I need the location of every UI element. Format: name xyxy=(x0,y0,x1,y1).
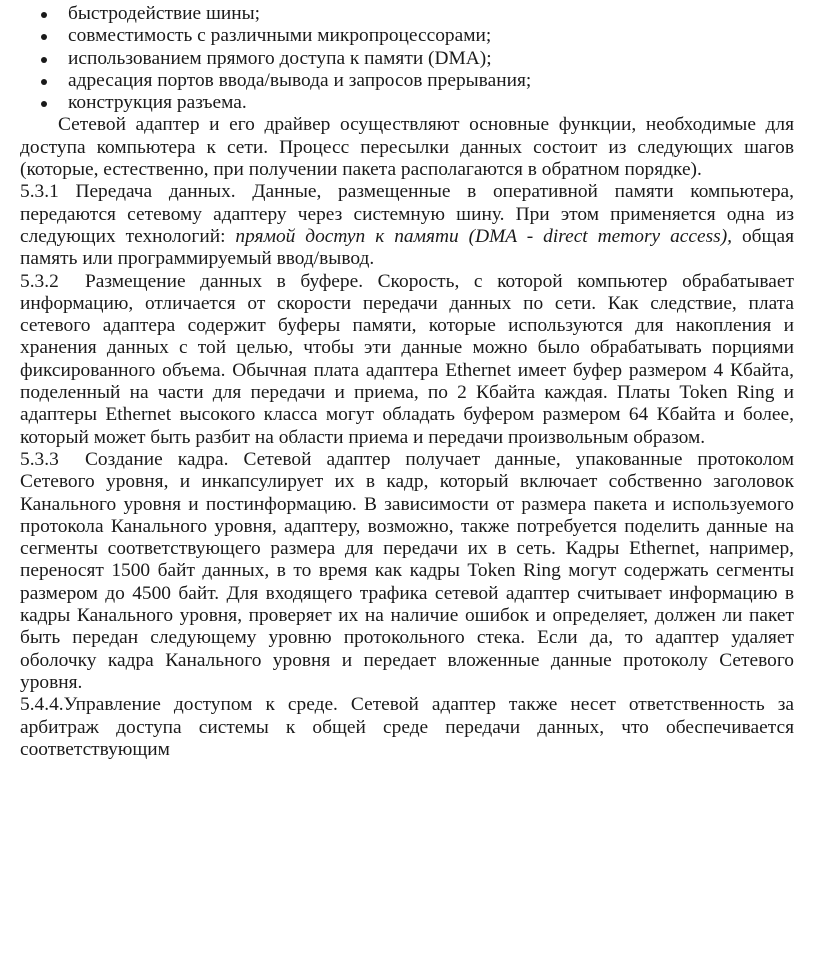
list-item: адресация портов ввода/вывода и запросов прерывания; xyxy=(20,70,794,92)
bullet-icon xyxy=(41,79,47,85)
bullet-icon xyxy=(41,34,47,40)
section-text: Создание кадра. Сетевой адаптер получает данные, упакованные протоколом Сетевого уровня, и инкапсулирует их в кадр, который включает собственно заголовок Канального уровня и постинформацию. В зависимости от размера пакета и используемого протокола Канального уровня, адаптеру, возможно, также потребуется поделить данные на сегменты соответствующего размера для передачи их в сеть. Кадры Ethernet, например, переносят 1500 байт данных, в то время как кадры Token Ring могут содержать сегменты размером до 4500 байт. Для входящего трафика сетевой адаптер считывает информацию в кадры Канального уровня, проверяет их на наличие ошибок и определяет, должен ли пакет быть передан следующему уровню протокольного стека. Если да, то адаптер удаляет оболочку кадра Канального уровня и передает вложенные данные протоколу Сетевого уровня. xyxy=(20,448,794,693)
list-item: совместимость с различными микропроцессорами; xyxy=(20,25,794,47)
bullet-icon xyxy=(41,12,47,18)
section-italic-text: прямой доступ к памяти (DMA - direct memory access), xyxy=(235,225,732,247)
section-text: Управление доступом к среде. Сетевой адаптер также несет ответственность за арбитраж доступа системы к общей среде передачи данных, что обеспечивается соответствующим xyxy=(20,694,794,760)
section-5-3-1 xyxy=(20,181,794,270)
section-text: Передача данных. Данные, размещенные в оперативной памяти компьютера, передаются сетевому адаптеру через системную шину. При этом применяется одна из следующих технологий: xyxy=(20,181,794,247)
bullet-icon xyxy=(41,101,47,107)
section-number: 5.3.2 xyxy=(20,270,59,292)
section-number: 5.3.3 xyxy=(20,448,59,470)
section-number: 5.3.1 xyxy=(20,181,59,203)
list-item: быстродействие шины; xyxy=(20,3,794,25)
section-5-3-2 xyxy=(20,271,794,449)
section-number: 5.4.4. xyxy=(20,694,64,716)
bullet-icon xyxy=(41,57,47,63)
section-text-tail: общая память или программируемый ввод/вывод. xyxy=(20,225,794,270)
section-5-4-4 xyxy=(20,694,794,761)
intro-paragraph: Сетевой адаптер и его драйвер осуществляют основные функции, необходимые для доступа компьютера к сети. Процесс пересылки данных состоит из следующих шагов (которые, естественно, при получении пакета располагаются в обратном порядке). xyxy=(20,114,794,181)
list-item: использованием прямого доступа к памяти (DMA); xyxy=(20,48,794,70)
document-page xyxy=(20,3,794,761)
feature-list xyxy=(20,3,794,114)
list-item: конструкция разъема. xyxy=(20,92,794,114)
section-5-3-3 xyxy=(20,449,794,694)
section-text: Размещение данных в буфере. Скорость, с которой компьютер обрабатывает информацию, отличается от скорости передачи данных по сети. Как следствие, плата сетевого адаптера содержит буферы памяти, которые используются для накопления и хранения данных с той целью, чтобы эти данные можно было обрабатывать порциями фиксированного объема. Обычная плата адаптера Ethernet имеет буфер размером 4 Кбайта, поделенный на части для передачи и приема, по 2 Кбайта каждая. Платы Token Ring и адаптеры Ethernet высокого класса могут обладать буфером размером 64 Кбайта и более, который может быть разбит на области приема и передачи произвольным образом. xyxy=(20,270,794,448)
